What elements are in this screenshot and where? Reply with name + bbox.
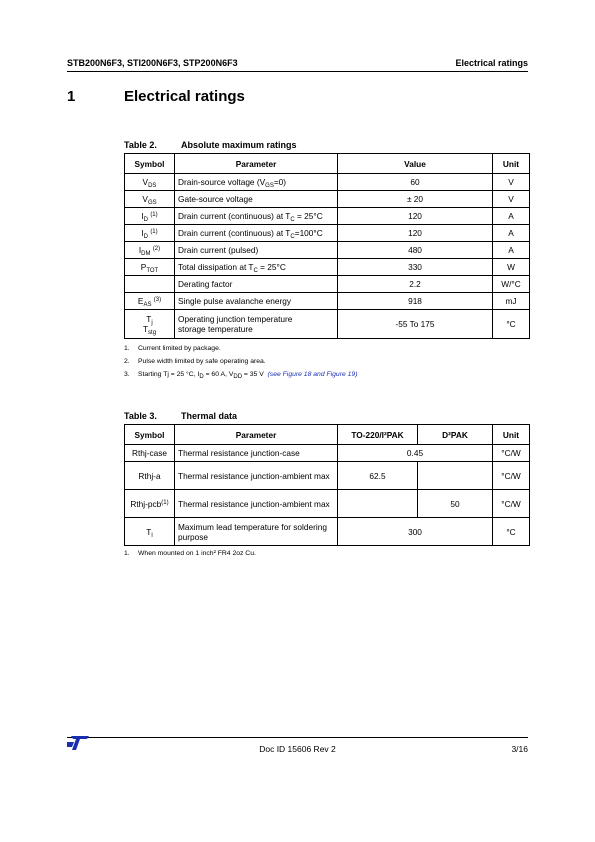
table-row: [125, 174, 530, 191]
footnote: [124, 342, 357, 355]
table-row: [125, 191, 530, 208]
table2-parameter-cell: [175, 208, 338, 225]
note-index: 1.: [124, 345, 130, 352]
table3-symbol-cell: Rthj-a: [125, 462, 175, 490]
table2-value-cell: 120: [338, 225, 493, 242]
table2-note-3: [124, 368, 357, 381]
note-index: 2.: [124, 358, 130, 365]
symbol-text: V: [142, 177, 149, 187]
table3-header-to220: TO-220/I²PAK: [338, 425, 418, 445]
parameter-text: Single pulse avalanche energy: [178, 296, 292, 306]
note-text: Current limited by package.: [138, 345, 221, 352]
symbol-text: T: [142, 324, 149, 334]
table3-unit-cell: °C/W: [493, 445, 530, 462]
symbol-text: E: [137, 296, 144, 306]
table-row: [125, 242, 530, 259]
parameter-subscript: C: [253, 268, 258, 274]
parameter-subscript: C: [290, 234, 295, 240]
table2-body: [125, 174, 530, 310]
table3-header-symbol: Symbol: [125, 425, 175, 445]
table2-symbol-cell: [125, 293, 175, 310]
table2-title: Absolute maximum ratings: [181, 140, 297, 150]
table3-value-cell: 62.5: [338, 462, 418, 490]
page-number: 3/16: [511, 744, 528, 754]
table3-unit-cell: °C/W: [493, 490, 530, 518]
table-row: [125, 518, 530, 546]
symbol-text: P: [140, 262, 147, 272]
table2-label: Table 2.: [124, 140, 157, 150]
parameter-text: =100°C: [294, 228, 323, 238]
parameter-text: = 25°C: [257, 262, 286, 272]
table3-notes: [124, 547, 256, 560]
table2-header-parameter: Parameter: [175, 154, 338, 174]
table3-unit-cell: °C/W: [493, 462, 530, 490]
table2-parameter-cell: [175, 259, 338, 276]
table3-caption: [124, 411, 237, 421]
table-row: [125, 310, 530, 339]
table3-header-unit: Unit: [493, 425, 530, 445]
table3-value-cell: [338, 490, 418, 518]
symbol-text: T: [146, 314, 152, 324]
footnote: [124, 355, 357, 368]
header-part-numbers: STB200N6F3, STI200N6F3, STP200N6F3: [67, 58, 238, 68]
table3-value-cell: 0.45: [338, 445, 493, 462]
symbol-text: I: [138, 245, 142, 255]
table3-unit-cell: °C: [493, 518, 530, 546]
table3-symbol-cell: Rthj-case: [125, 445, 175, 462]
parameter-text: = 25°C: [294, 211, 323, 221]
table3-symbol-cell: [125, 490, 175, 518]
symbol-text: I: [141, 228, 144, 238]
table2-value-cell: -55 To 175: [338, 310, 493, 339]
parameter-subscript: GS: [265, 183, 274, 189]
symbol-subscript: AS: [143, 302, 152, 308]
table3-symbol-cell: [125, 518, 175, 546]
symbol-subscript: j: [151, 320, 153, 326]
table3-header-parameter: Parameter: [175, 425, 338, 445]
parameter-text: Drain-source voltage (V: [178, 177, 266, 187]
table2-symbol-cell: [125, 225, 175, 242]
note-text: Starting Tj = 25 °C, I: [138, 371, 200, 378]
table-row: [125, 225, 530, 242]
table-row: [125, 208, 530, 225]
table2-value-cell: 120: [338, 208, 493, 225]
table2-value-cell: 60: [338, 174, 493, 191]
table3-parameter-cell: Thermal resistance junction-ambient max: [175, 462, 338, 490]
table3-parameter-cell: Thermal resistance junction-case: [175, 445, 338, 462]
table2-unit-cell: A: [493, 208, 530, 225]
table2-caption: [124, 140, 297, 150]
table-row: [125, 445, 530, 462]
table2-value-cell: 2.2: [338, 276, 493, 293]
table2-value-cell: 330: [338, 259, 493, 276]
symbol-subscript: D: [143, 217, 148, 223]
table2-unit-cell: V: [493, 191, 530, 208]
section-title: Electrical ratings: [124, 88, 245, 105]
parameter-text: Total dissipation at T: [178, 262, 254, 272]
table2-symbol-cell: [125, 208, 175, 225]
table2-value-cell: 918: [338, 293, 493, 310]
symbol-text: I: [141, 211, 144, 221]
table2-symbol-cell: [125, 310, 175, 339]
table3-label: Table 3.: [124, 411, 157, 421]
table2-unit-cell: W: [493, 259, 530, 276]
table2-parameter-cell: [175, 242, 338, 259]
footnote: [124, 547, 256, 560]
table-row: [125, 293, 530, 310]
table2-unit-cell: V: [493, 174, 530, 191]
table2-notes: [124, 342, 357, 381]
footnote-marker: (1): [161, 499, 169, 506]
symbol-subscript: TOT: [146, 268, 159, 274]
table2-header-symbol: Symbol: [125, 154, 175, 174]
table3-parameter-cell: Thermal resistance junction-ambient max: [175, 490, 338, 518]
footnote-marker: (1): [150, 212, 158, 218]
table2-parameter-cell: [175, 191, 338, 208]
table2-symbol-cell: [125, 259, 175, 276]
parameter-text: Drain current (continuous) at T: [178, 228, 291, 238]
table2-unit-cell: A: [493, 242, 530, 259]
symbol-subscript: l: [151, 532, 153, 539]
parameter-line: Operating junction temperature: [178, 314, 293, 324]
footnote-marker: (2): [152, 246, 161, 252]
parameter-subscript: C: [290, 217, 295, 223]
table2-value-cell: ± 20: [338, 191, 493, 208]
parameter-text: Gate-source voltage: [178, 194, 253, 204]
symbol-subscript: stg: [148, 330, 157, 336]
parameter-line: storage temperature: [178, 324, 253, 334]
footnote-marker: (3): [153, 297, 162, 303]
table2-parameter-cell: [175, 225, 338, 242]
note-text: = 60 A, V: [203, 371, 234, 378]
figure-reference-link[interactable]: (see Figure 18 and Figure 19): [267, 371, 358, 378]
symbol-text: V: [142, 194, 148, 204]
table-row: [125, 490, 530, 518]
table-row: [125, 462, 530, 490]
note-text: When mounted on 1 inch² FR4 2oz Cu.: [138, 550, 256, 557]
header-section-name: Electrical ratings: [455, 58, 528, 68]
symbol-subscript: DM: [141, 251, 151, 257]
symbol-text: T: [146, 526, 152, 537]
table2-unit-cell: °C: [493, 310, 530, 339]
section-number: 1: [67, 88, 76, 105]
table3-value-cell: [418, 462, 493, 490]
table2-symbol-cell: [125, 276, 175, 293]
doc-id: Doc ID 15606 Rev 2: [259, 744, 336, 754]
table2-value-cell: 480: [338, 242, 493, 259]
table2-parameter-cell: [175, 293, 338, 310]
symbol-text: Rthj-pcb: [130, 498, 162, 509]
note-text: Pulse width limited by safe operating area.: [138, 358, 266, 365]
note-subscript: D: [199, 374, 204, 380]
page-footer: [67, 737, 528, 758]
symbol-subscript: DS: [148, 183, 157, 189]
table2-symbol-cell: [125, 191, 175, 208]
symbol-subscript: D: [143, 234, 148, 240]
table2-absolute-max-ratings: [124, 153, 530, 339]
note-subscript: DD: [233, 374, 243, 380]
page-header: [67, 57, 528, 72]
parameter-text: Drain current (pulsed): [178, 245, 259, 255]
table2-symbol-cell: [125, 242, 175, 259]
table3-value-cell: 300: [338, 518, 493, 546]
table2-header-value: Value: [338, 154, 493, 174]
table-row: [125, 259, 530, 276]
table2-parameter-cell: [175, 174, 338, 191]
table2-header-unit: Unit: [493, 154, 530, 174]
table2-unit-cell: A: [493, 225, 530, 242]
symbol-subscript: GS: [147, 200, 157, 206]
parameter-text: Drain current (continuous) at T: [178, 211, 291, 221]
table-row: [125, 276, 530, 293]
parameter-text: =0): [273, 177, 287, 187]
table2-parameter-cell: [175, 310, 338, 339]
table2-unit-cell: W/°C: [493, 276, 530, 293]
table2-parameter-cell: [175, 276, 338, 293]
note-text: = 35 V: [242, 371, 264, 378]
table3-header-d2pak: D²PAK: [418, 425, 493, 445]
table3-value-cell: 50: [418, 490, 493, 518]
table2-symbol-cell: [125, 174, 175, 191]
note-index: 3.: [124, 371, 130, 378]
table3-title: Thermal data: [181, 411, 238, 421]
table3-thermal-data: [124, 424, 530, 546]
table3-parameter-cell: Maximum lead temperature for soldering purpose: [175, 518, 338, 546]
note-index: 1.: [124, 550, 130, 557]
footnote-marker: (1): [150, 229, 158, 235]
table2-unit-cell: mJ: [493, 293, 530, 310]
parameter-text: Derating factor: [178, 279, 233, 289]
